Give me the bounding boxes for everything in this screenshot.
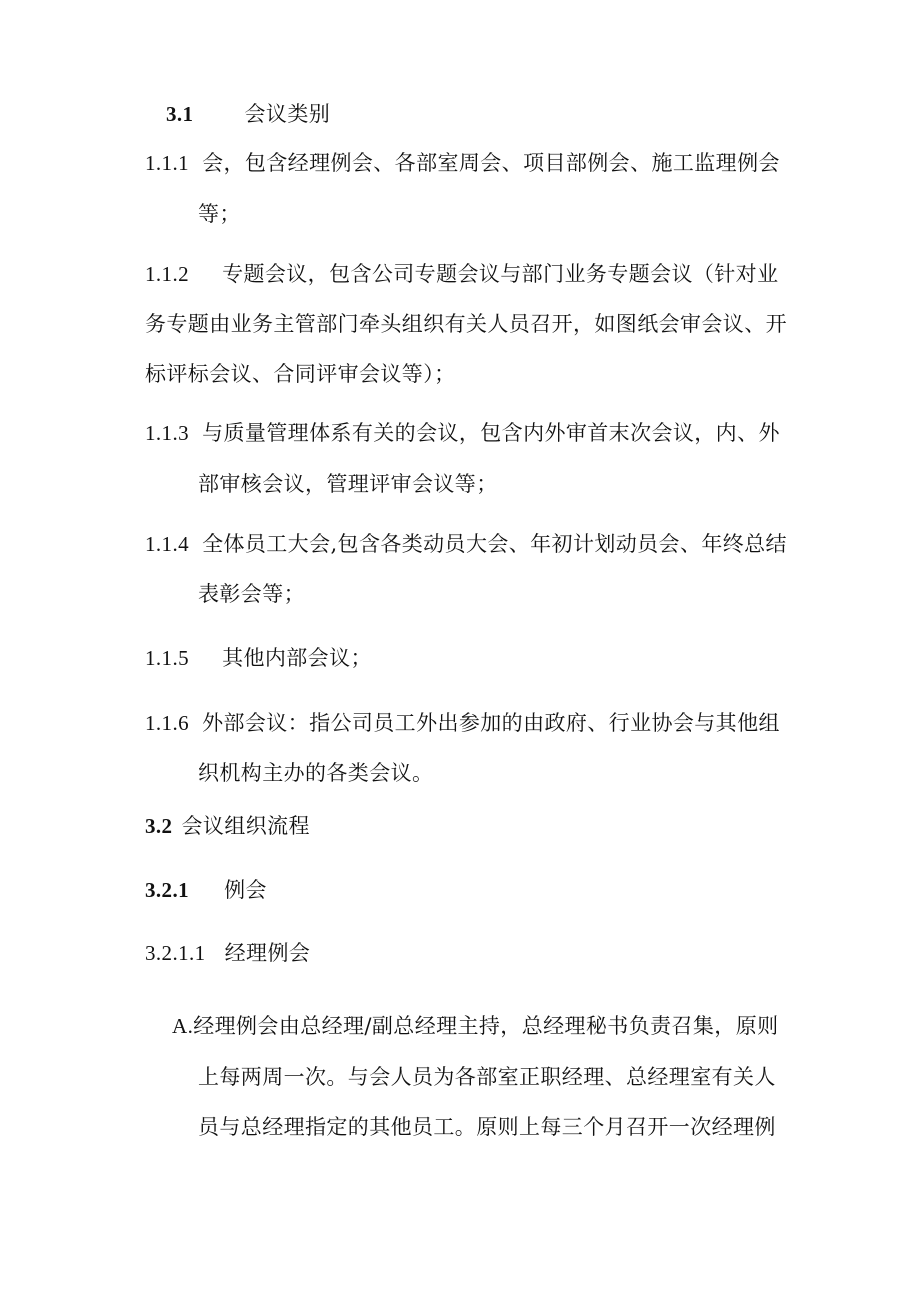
item-number: 1.1.1 [145,151,189,175]
paragraph-text: 经理例会由总经理/副总经理主持，总经理秘书负责召集，原则 [193,1014,779,1038]
item-text: 全体员工大会,包含各类动员大会、年初计划动员会、年终总结 [202,532,787,556]
item-number: 1.1.6 [145,711,189,735]
item-text: 其他内部会议； [222,646,372,670]
section-heading-3-2 [145,811,310,841]
section-number: 3.2 [145,814,173,838]
item-text: 会，包含经理例会、各部室周会、项目部例会、施工监理例会 [202,151,780,175]
list-item-continuation: 织机构主办的各类会议。 [198,761,434,785]
paragraph-line: 标评标会议、合同评审会议等）； [145,362,456,386]
section-title: 例会 [224,878,267,902]
section-title: 会议组织流程 [181,814,310,838]
paragraph-line: 务专题由业务主管部门牵头组织有关人员召开，如图纸会审会议、开 [145,312,787,336]
item-number: 1.1.4 [145,532,189,556]
paragraph-line: 员与总经理指定的其他员工。原则上每三个月召开一次经理例 [198,1115,776,1139]
item-number: 1.1.2 [145,262,189,286]
paragraph-line: 上每两周一次。与会人员为各部室正职经理、总经理室有关人 [198,1065,776,1089]
item-text: 外部会议：指公司员工外出参加的由政府、行业协会与其他组 [202,711,780,735]
list-item-1-1-4 [145,529,787,559]
section-title: 经理例会 [224,941,311,965]
list-item-1-1-2 [145,259,778,289]
list-item-1-1-3 [145,418,780,448]
section-heading-3-1 [166,99,330,129]
section-heading-3-2-1 [145,875,267,905]
paragraph-a [172,1011,779,1041]
list-item-continuation: 等； [198,202,241,226]
paragraph-label: A. [172,1014,194,1038]
item-number: 1.1.3 [145,421,189,445]
section-number: 3.2.1.1 [145,941,206,965]
section-number: 3.2.1 [145,878,189,902]
item-text: 专题会议，包含公司专题会议与部门业务专题会议（针对业 [222,262,779,286]
list-item-continuation: 部审核会议，管理评审会议等； [198,472,498,496]
section-number: 3.1 [166,102,194,126]
list-item-1-1-6 [145,708,780,738]
list-item-continuation: 表彰会等； [198,582,305,606]
item-number: 1.1.5 [145,646,189,670]
list-item-1-1-5 [145,643,372,673]
list-item-1-1-1 [145,148,780,178]
item-text: 与质量管理体系有关的会议，包含内外审首末次会议，内、外 [202,421,780,445]
section-title: 会议类别 [244,102,331,126]
section-heading-3-2-1-1 [145,938,310,968]
